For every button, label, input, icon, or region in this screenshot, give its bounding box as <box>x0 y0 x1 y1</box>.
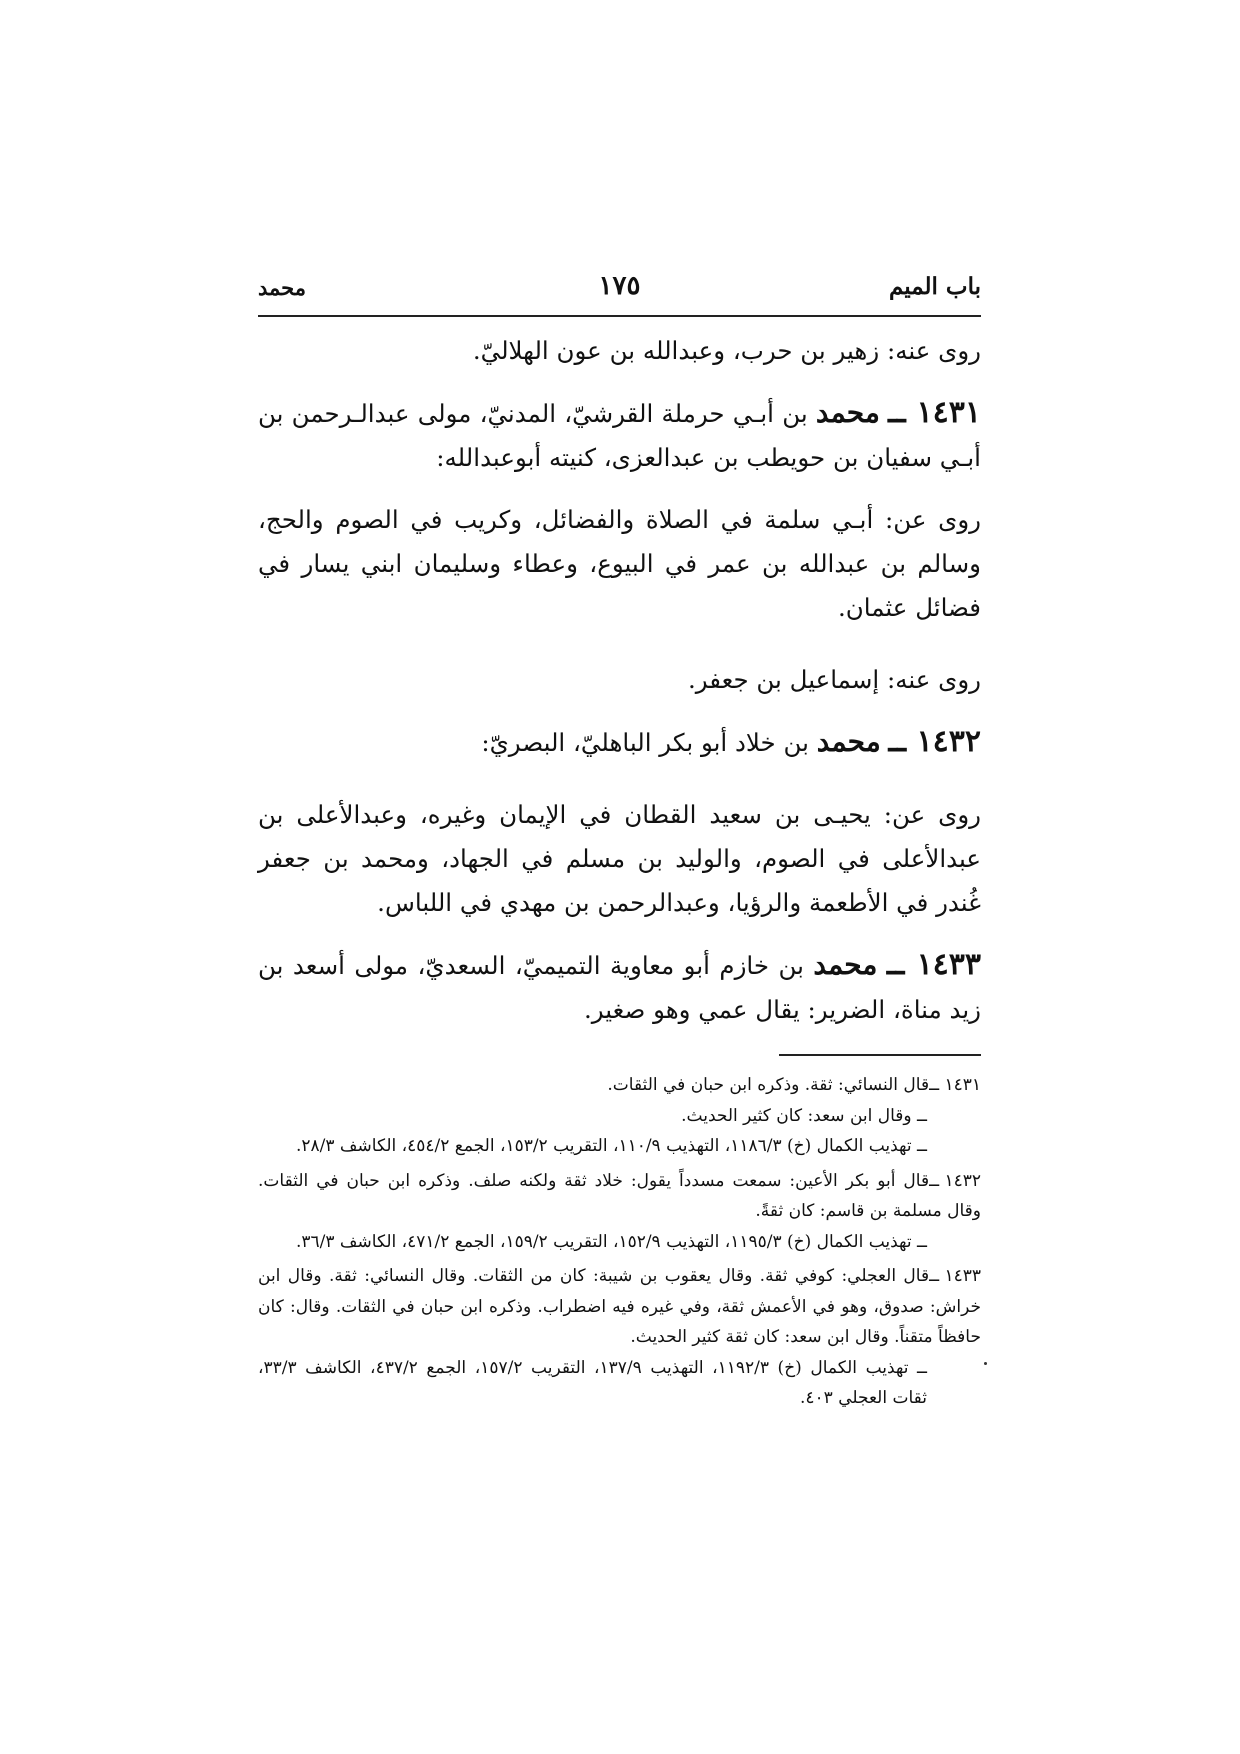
paragraph-text: روى عن: أبـي سلمة في الصلاة والفضائل، وكريب في الصوم والحج، وسالم بن عبدالله بن عمر في البيوع، وعطاء وسليمان ابني يسار في فضائل عثمان. <box>258 505 981 622</box>
footnote-text: ــ تهذيب الكمال (خ) ١١٨٦/٣، التهذيب ١١٠/٩، التقريب ١٥٣/٢، الجمع ٤٥٤/٢، الكاشف ٢٨/٣. <box>295 1136 927 1156</box>
footnote-number: ١٤٣٢ ــ <box>929 1170 981 1191</box>
entry-text: بن خازم أبو معاوية التميميّ، السعديّ، مولى أسعد بن زيد مناة، الضرير: يقال عمي وهو صغير. <box>258 951 981 1024</box>
entry-1431 <box>258 391 981 480</box>
footnote-number: ١٤٣٣ ــ <box>929 1266 981 1286</box>
footnote-text: ــ تهذيب الكمال (خ) ١١٩٢/٣، التهذيب ١٣٧/٩، التقريب ١٥٧/٢، الجمع ٤٣٧/٢، الكاشف ٣٣/٣، ثقات العجلي ٤٠٣. <box>258 1357 928 1408</box>
running-title: محمد <box>258 275 306 300</box>
footnote-line <box>258 1101 981 1132</box>
entry-name: محمد <box>816 725 881 758</box>
paragraph-narrators-from <box>258 329 981 373</box>
paragraph-text: روى عنه: إسماعيل بن جعفر. <box>687 665 981 694</box>
entry-text: بن خلاد أبو بكر الباهليّ، البصريّ: <box>481 728 817 757</box>
footnote-text: ــ وقال ابن سعد: كان كثير الحديث. <box>681 1105 927 1126</box>
entry-1433 <box>258 943 981 1032</box>
footnote-1432 <box>258 1166 981 1258</box>
footnote-text: قال العجلي: كوفي ثقة. وقال يعقوب بن شيبة: كان من الثقات. وقال النسائي: ثقة. وقال ابن خراش: صدوق، وهو في الأعمش ثقة، وفي غيره فيه اضطراب. وذكره ابن حبان في الثقات. وقال: كان حافظاً متقناً. وقال ابن سعد: كان ثقة كثير الحديث. <box>258 1266 981 1347</box>
footnotes <box>258 1070 981 1414</box>
footnote-line <box>258 1227 981 1258</box>
footnote-line <box>258 1353 981 1414</box>
paragraph-narrators-from <box>258 658 981 702</box>
entry-number: ١٤٣١ ــ <box>888 395 981 430</box>
entry-name: محمد <box>813 948 878 981</box>
footnote-line <box>258 1166 981 1227</box>
stray-mark <box>984 1362 987 1365</box>
entry-text: بن أبـي حرملة القرشيّ، المدنيّ، مولى عبدالـرحمن بن أبـي سفيان بن حويطب بن عبدالعزى، كنيته أبوعبدالله: <box>258 399 981 472</box>
footnote-text: قال النسائي: ثقة. وذكره ابن حبان في الثقات. <box>607 1075 930 1095</box>
footnote-separator-wrap <box>258 1032 981 1056</box>
footnote-separator <box>779 1054 981 1056</box>
footnote-text: ــ تهذيب الكمال (خ) ١١٩٥/٣، التهذيب ١٥٢/٩، التقريب ١٥٩/٢، الجمع ٤٧١/٢، الكاشف ٣٦/٣. <box>295 1231 927 1252</box>
main-text <box>258 329 981 1032</box>
footnote-line <box>258 1131 981 1162</box>
footnote-line <box>258 1070 981 1101</box>
footnote-1431 <box>258 1070 981 1162</box>
footnote-text: قال أبو بكر الأعين: سمعت مسدداً يقول: خلاد ثقة ولكنه صلف. وذكره ابن حبان في الثقات. وقال مسلمة بن قاسم: كان ثقةً. <box>258 1170 981 1221</box>
footnote-number: ١٤٣١ ــ <box>929 1075 981 1095</box>
footnote-1433 <box>258 1261 981 1414</box>
paragraph-text: روى عنه: زهير بن حرب، وعبدالله بن عون الهلاليّ. <box>472 336 981 365</box>
entry-1432 <box>258 720 981 765</box>
entry-number: ١٤٣٢ ــ <box>888 724 981 759</box>
entry-number: ١٤٣٣ ــ <box>886 947 982 982</box>
paragraph-narrated-from <box>258 498 981 630</box>
footnote-line <box>258 1261 981 1353</box>
chapter-title: باب الميم <box>888 273 981 300</box>
entry-name: محمد <box>815 396 880 429</box>
page-number: ١٧٥ <box>598 271 641 301</box>
page-header <box>258 265 981 315</box>
book-page <box>258 265 981 1418</box>
paragraph-narrated-from <box>258 793 981 925</box>
paragraph-text: روى عن: يحيـى بن سعيد القطان في الإيمان وغيره، وعبدالأعلى بن عبدالأعلى في الصوم، والوليد بن مسلم في الجهاد، ومحمد بن جعفر غُندر في الأطعمة والرؤيا، وعبدالرحمن بن مهدي في اللباس. <box>258 800 981 917</box>
header-rule <box>258 315 981 317</box>
